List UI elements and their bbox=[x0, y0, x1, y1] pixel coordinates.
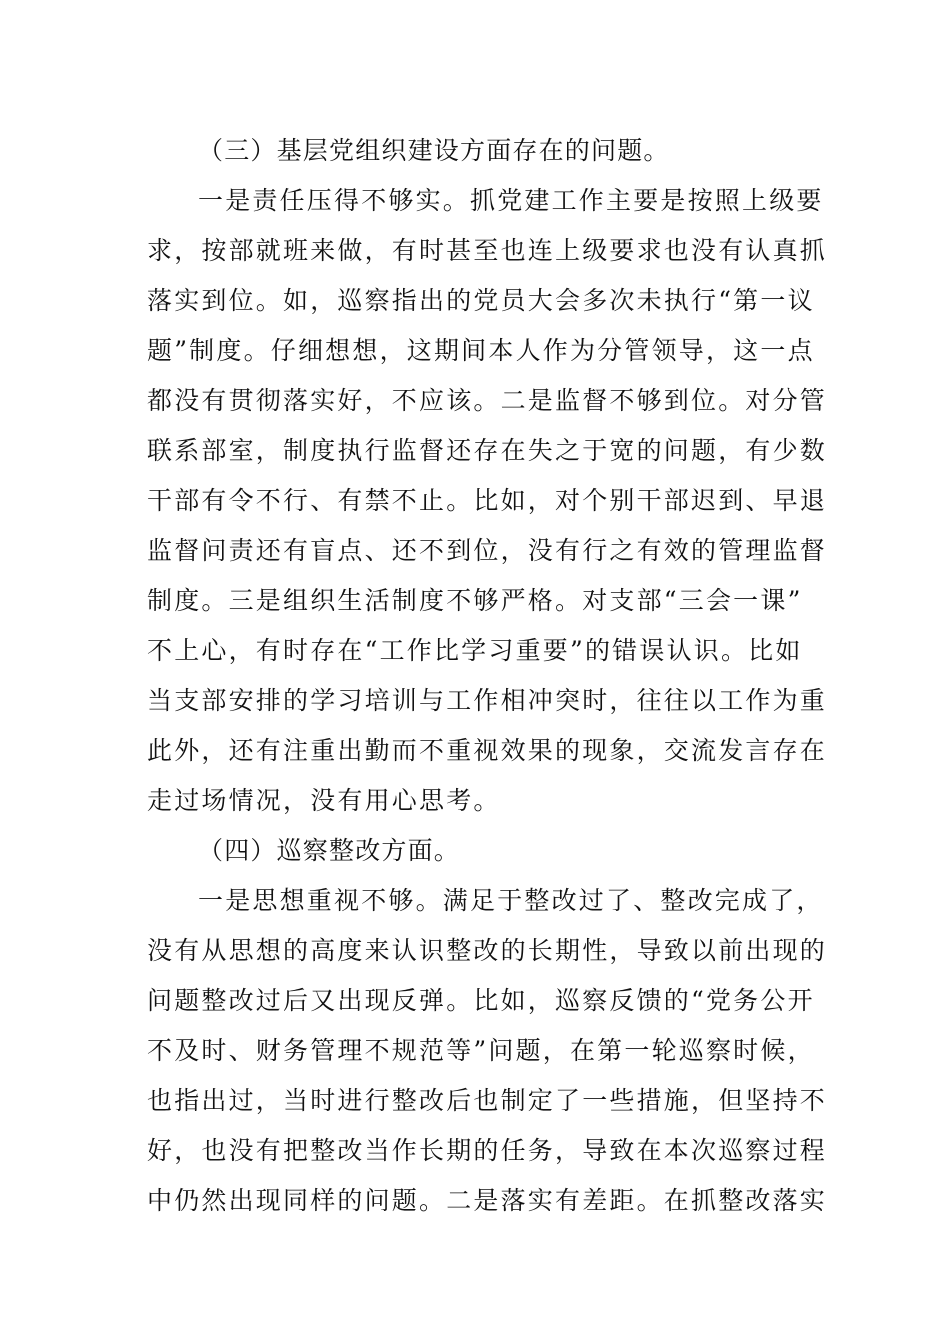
section-3-line: 干部有令不行、有禁不止。比如，对个别干部迟到、早退 bbox=[147, 486, 828, 515]
section-4-line: 好，也没有把整改当作长期的任务，导致在本次巡察过程 bbox=[147, 1136, 828, 1165]
section-3-heading: （三）基层党组织建设方面存在的问题。 bbox=[198, 136, 670, 165]
section-3-line: 制度。三是组织生活制度不够严格。对支部“三会一课” bbox=[147, 586, 803, 615]
section-3-line: 监督问责还有盲点、还不到位，没有行之有效的管理监督 bbox=[147, 536, 828, 565]
section-4-line: 中仍然出现同样的问题。二是落实有差距。在抓整改落实 bbox=[147, 1186, 828, 1215]
section-3-line: 一是责任压得不够实。抓党建工作主要是按照上级要 bbox=[198, 186, 824, 215]
section-3-line: 走过场情况，没有用心思考。 bbox=[147, 786, 501, 815]
section-4-line: 也指出过，当时进行整改后也制定了一些措施，但坚持不 bbox=[147, 1086, 828, 1115]
section-4-line: 问题整改过后又出现反弹。比如，巡察反馈的“党务公开 bbox=[147, 986, 815, 1015]
section-3-line: 求，按部就班来做，有时甚至也连上级要求也没有认真抓 bbox=[147, 236, 828, 265]
section-3-line: 联系部室，制度执行监督还存在失之于宽的问题，有少数 bbox=[147, 436, 828, 465]
section-4-line: 一是思想重视不够。满足于整改过了、整改完成了， bbox=[198, 886, 824, 915]
section-3-line: 落实到位。如，巡察指出的党员大会多次未执行“第一议 bbox=[147, 286, 815, 315]
section-3-line: 题”制度。仔细想想，这期间本人作为分管领导，这一点 bbox=[147, 336, 815, 365]
section-4-heading: （四）巡察整改方面。 bbox=[198, 836, 461, 865]
section-3-line: 此外，还有注重出勤而不重视效果的现象，交流发言存在 bbox=[147, 736, 828, 765]
section-4-line: 没有从思想的高度来认识整改的长期性，导致以前出现的 bbox=[147, 936, 828, 965]
section-3-line: 不上心，有时存在“工作比学习重要”的错误认识。比如 bbox=[147, 636, 803, 665]
section-3-line: 都没有贯彻落实好，不应该。二是监督不够到位。对分管 bbox=[147, 386, 828, 415]
section-4-line: 不及时、财务管理不规范等”问题，在第一轮巡察时候， bbox=[147, 1036, 815, 1065]
section-3-line: 当支部安排的学习培训与工作相冲突时，往往以工作为重 bbox=[147, 686, 828, 715]
